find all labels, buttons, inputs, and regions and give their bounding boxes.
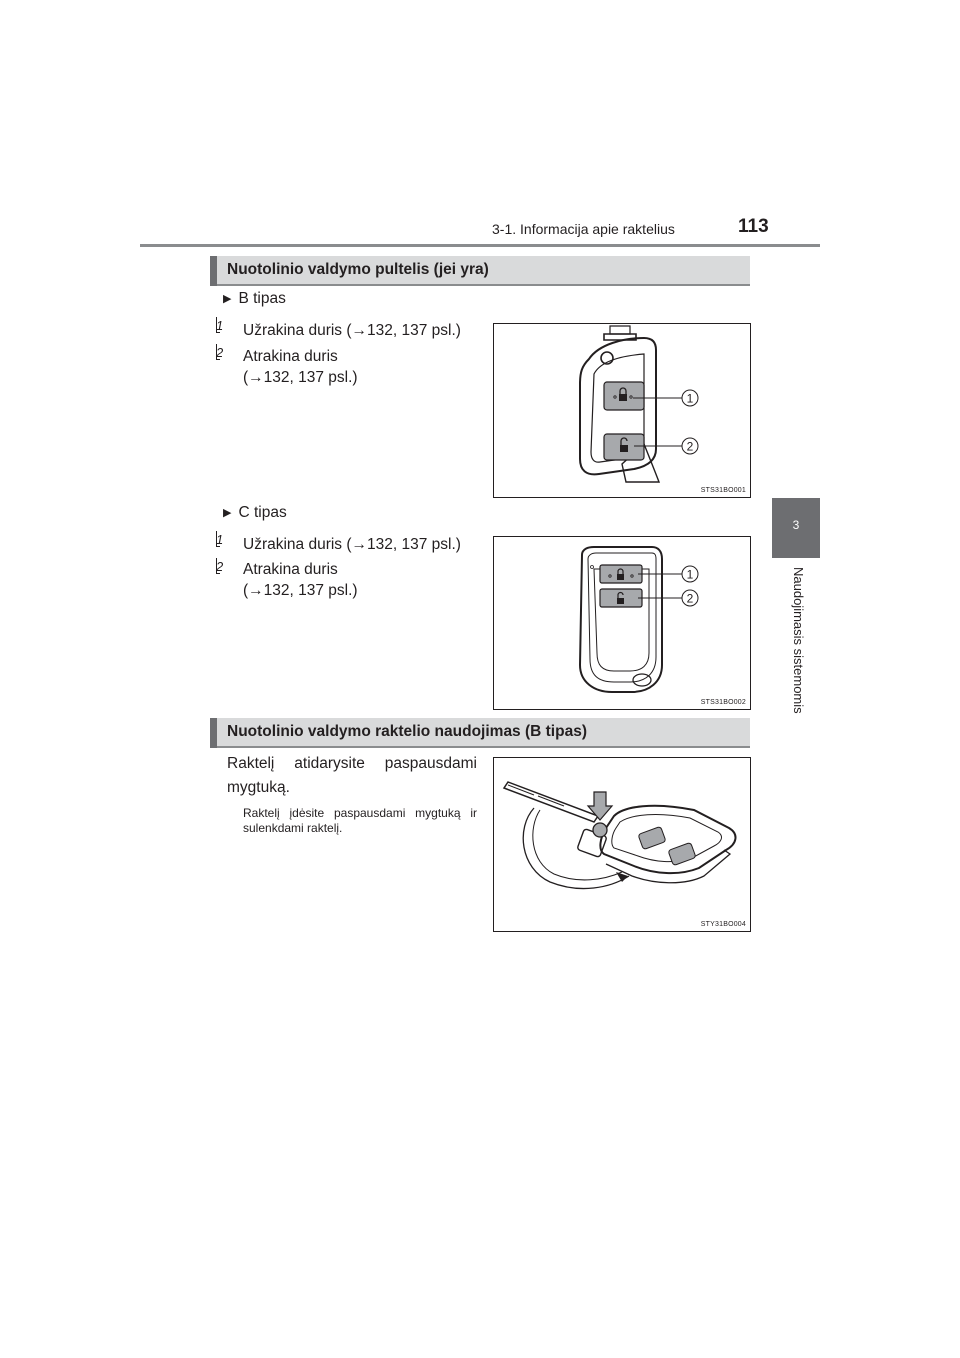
heading-stripe [210,718,217,748]
figure-type-c [493,536,751,710]
figure-key-usage [493,757,751,932]
type-b-heading: ▶ B tipas [223,290,286,307]
svg-text:2: 2 [686,439,694,454]
item-number: 2 [216,559,231,574]
item-number: 1 [216,318,231,333]
item-number: 1 [216,532,231,547]
arrow-icon [588,792,612,820]
section-heading-text: Nuotolinio valdymo raktelio naudojimas (B tipas) [227,723,587,740]
release-button [593,823,607,837]
instruction-note: Raktelį įdėsite paspausdami mygtuką ir sulenkdami raktelį. [243,806,477,835]
svg-text:1: 1 [686,391,694,406]
section-heading-remote [210,256,750,286]
chapter-number: 3 [792,518,800,532]
figure-code: STS31BO001 [700,487,746,494]
item-number: 2 [216,345,231,360]
unlock-button [668,842,696,865]
triangle-bullet-icon: ▶ [223,507,232,519]
svg-text:2: 2 [686,591,694,606]
item-lock-text: Užrakina duris (→132, 137 psl.) [243,536,461,553]
figure-type-b [493,323,751,498]
key-fob-c-illustration [494,537,750,709]
figure-code: STS31BO002 [700,699,746,706]
page-number: 113 [738,216,769,237]
section-heading-text: Nuotolinio valdymo pultelis (jei yra) [227,261,489,278]
chapter-label: Naudojimasis sistemomis [791,567,806,714]
type-c-heading: ▶ C tipas [223,504,287,521]
section-heading-key-usage [210,718,750,748]
item-lock-text: Užrakina duris (→132, 137 psl.) [243,322,461,339]
instruction-paragraph: Raktelį atidarysite paspausdami mygtuką. [227,755,477,796]
item-unlock-text: Atrakina duris (→132, 137 psl.) [243,561,358,599]
flip-key-illustration [494,758,750,931]
heading-stripe [210,256,217,286]
figure-code: STY31BO004 [700,921,746,928]
section-title: 3-1. Informacija apie raktelius [492,221,675,237]
key-fob-b-illustration [494,324,750,497]
header-rule [140,244,820,247]
item-unlock-text: Atrakina duris (→132, 137 psl.) [243,348,358,386]
triangle-bullet-icon: ▶ [223,293,232,305]
svg-text:1: 1 [686,567,694,582]
lock-button [638,826,666,849]
